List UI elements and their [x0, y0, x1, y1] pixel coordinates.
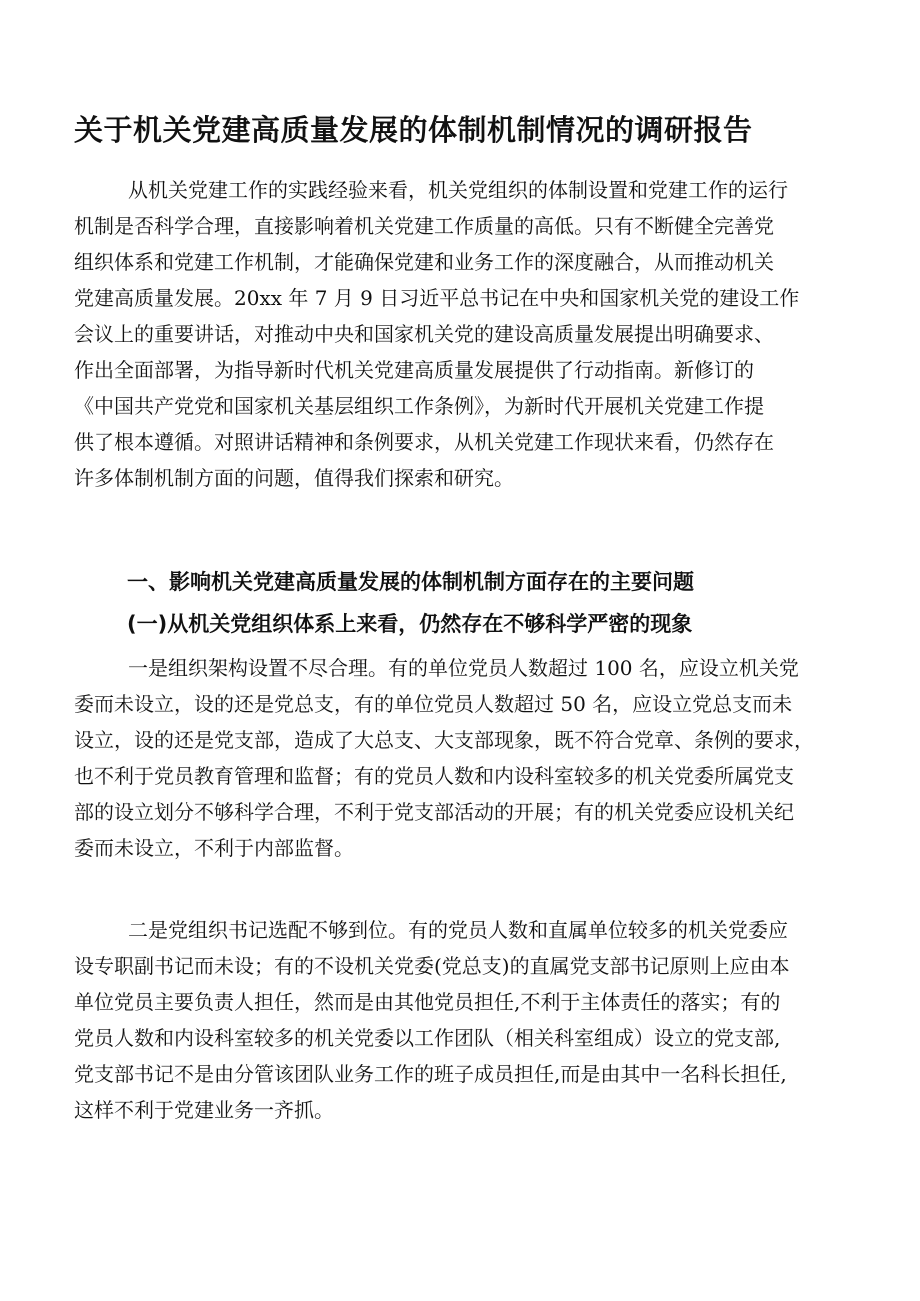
text-line: 作出全面部署，为指导新时代机关党建高质量发展提供了行动指南。新修订的: [74, 358, 754, 382]
intro-paragraph: [74, 172, 854, 496]
section-heading: 一、影响机关党建高质量发展的体制机制方面存在的主要问题: [127, 570, 694, 594]
text-line: 这样不利于党建业务一齐抓。: [74, 1098, 334, 1122]
text-line: 许多体制机制方面的问题，值得我们探索和研究。: [74, 466, 514, 490]
text-line: 一是组织架构设置不尽合理。有的单位党员人数超过 100 名，应设立机关党: [128, 656, 799, 680]
text-line: 从机关党建工作的实践经验来看，机关党组织的体制设置和党建工作的运行: [128, 178, 788, 202]
text-line: 党员人数和内设科室较多的机关党委以工作团队（相关科室组成）设立的党支部,: [74, 1026, 781, 1050]
text-line: 设立，设的还是党支部，造成了大总支、大支部现象，既不符合党章、条例的要求，: [74, 728, 814, 752]
document-title: 关于机关党建高质量发展的体制机制情况的调研报告: [74, 113, 753, 147]
text-line: 二是党组织书记选配不够到位。有的党员人数和直属单位较多的机关党委应: [128, 918, 788, 942]
text-line: 委而未设立，不利于内部监督。: [74, 836, 354, 860]
text-line: 供了根本遵循。对照讲话精神和条例要求，从机关党建工作现状来看，仍然存在: [74, 430, 774, 454]
text-line: 设专职副书记而未设；有的不设机关党委(党总支)的直属党支部书记原则上应由本: [74, 954, 790, 978]
text-line: 党建高质量发展。20xx 年 7 月 9 日习近平总书记在中央和国家机关党的建设工作: [74, 286, 800, 310]
text-line: 也不利于党员教育管理和监督；有的党员人数和内设科室较多的机关党委所属党支: [74, 764, 794, 788]
text-line: 部的设立划分不够科学合理，不利于党支部活动的开展；有的机关党委应设机关纪: [74, 800, 794, 824]
paragraph-secretary-selection: [74, 912, 854, 1128]
subsection-heading: (一)从机关党组织体系上来看，仍然存在不够科学严密的现象: [127, 612, 693, 636]
paragraph-organization-structure: [74, 650, 854, 866]
text-line: 委而未设立，设的还是党总支，有的单位党员人数超过 50 名，应设立党总支而未: [74, 692, 793, 716]
text-line: 组织体系和党建工作机制，才能确保党建和业务工作的深度融合，从而推动机关: [74, 250, 774, 274]
text-line: 《中国共产党党和国家机关基层组织工作条例》，为新时代开展机关党建工作提: [74, 394, 764, 418]
text-line: 会议上的重要讲话，对推动中央和国家机关党的建设高质量发展提出明确要求、: [74, 322, 774, 346]
text-line: 单位党员主要负责人担任，然而是由其他党员担任,不利于主体责任的落实；有的: [74, 990, 781, 1014]
text-line: 党支部书记不是由分管该团队业务工作的班子成员担任,而是由其中一名科长担任,: [74, 1062, 787, 1086]
text-line: 机制是否科学合理，直接影响着机关党建工作质量的高低。只有不断健全完善党: [74, 214, 774, 238]
